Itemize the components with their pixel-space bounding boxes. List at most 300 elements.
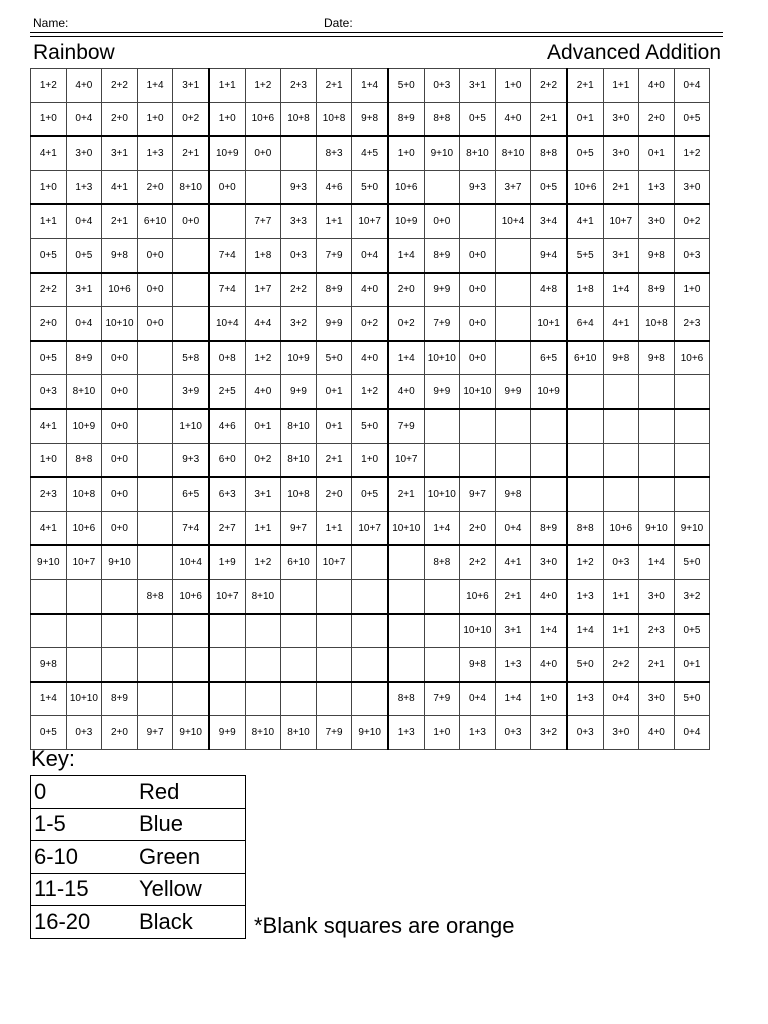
grid-cell: 7+4	[173, 511, 209, 545]
grid-cell: 0+0	[102, 443, 138, 477]
grid-cell: 0+3	[674, 238, 710, 272]
grid-cell: 8+10	[460, 136, 496, 170]
grid-cell	[495, 341, 531, 375]
grid-cell: 10+6	[567, 170, 603, 204]
grid-cell: 2+0	[460, 511, 496, 545]
grid-cell	[173, 307, 209, 341]
grid-cell	[495, 273, 531, 307]
grid-cell: 10+6	[674, 341, 710, 375]
grid-cell: 3+0	[639, 682, 675, 716]
grid-cell: 8+9	[424, 238, 460, 272]
grid-cell	[209, 648, 245, 682]
grid-cell: 3+1	[460, 69, 496, 103]
grid-cell: 8+10	[245, 716, 281, 750]
grid-cell: 4+0	[531, 579, 567, 613]
grid-cell: 0+1	[639, 136, 675, 170]
grid-cell	[460, 204, 496, 238]
grid-cell: 1+0	[531, 682, 567, 716]
grid-cell: 0+5	[31, 341, 67, 375]
grid-cell	[567, 375, 603, 409]
grid-cell	[281, 614, 317, 648]
grid-cell: 1+4	[531, 614, 567, 648]
grid-cell	[388, 579, 424, 613]
grid-cell: 0+1	[316, 375, 352, 409]
grid-cell	[495, 409, 531, 443]
grid-cell: 3+0	[674, 170, 710, 204]
grid-cell: 4+5	[352, 136, 388, 170]
grid-row	[31, 511, 710, 545]
grid-row	[31, 238, 710, 272]
grid-cell: 6+10	[281, 545, 317, 579]
grid-cell: 1+4	[137, 69, 173, 103]
grid-cell: 9+3	[281, 170, 317, 204]
grid-cell: 4+0	[495, 102, 531, 136]
grid-cell: 8+10	[245, 579, 281, 613]
grid-cell: 9+8	[603, 341, 639, 375]
grid-cell: 1+10	[173, 409, 209, 443]
name-label: Name:	[33, 16, 69, 30]
grid-cell: 3+3	[281, 204, 317, 238]
grid-row	[31, 443, 710, 477]
grid-cell: 10+10	[460, 614, 496, 648]
grid-cell: 0+0	[102, 409, 138, 443]
key-color-name: Red	[104, 776, 245, 809]
grid-cell: 9+9	[316, 307, 352, 341]
grid-cell: 0+2	[173, 102, 209, 136]
grid-cell	[66, 648, 102, 682]
grid-cell	[603, 443, 639, 477]
grid-cell: 4+8	[531, 273, 567, 307]
grid-cell: 1+4	[424, 511, 460, 545]
grid-cell: 10+10	[424, 341, 460, 375]
grid-cell: 1+4	[639, 545, 675, 579]
grid-cell	[388, 614, 424, 648]
grid-cell: 3+1	[245, 477, 281, 511]
grid-cell: 3+1	[603, 238, 639, 272]
grid-cell: 1+4	[388, 238, 424, 272]
grid-cell: 6+10	[137, 204, 173, 238]
grid-cell: 9+10	[31, 545, 67, 579]
grid-cell: 1+0	[424, 716, 460, 750]
grid-cell: 9+8	[639, 341, 675, 375]
grid-cell: 2+0	[388, 273, 424, 307]
grid-cell: 4+6	[316, 170, 352, 204]
grid-cell: 1+3	[66, 170, 102, 204]
grid-cell: 10+7	[352, 204, 388, 238]
header-line	[30, 14, 722, 34]
grid-cell: 1+2	[245, 341, 281, 375]
grid-cell: 0+3	[281, 238, 317, 272]
color-key-table	[30, 775, 246, 939]
grid-cell: 10+7	[66, 545, 102, 579]
grid-cell	[102, 648, 138, 682]
grid-cell: 9+10	[424, 136, 460, 170]
grid-cell: 4+1	[31, 511, 67, 545]
grid-cell	[495, 238, 531, 272]
grid-cell	[173, 682, 209, 716]
grid-cell	[388, 648, 424, 682]
grid-cell	[531, 409, 567, 443]
grid-cell: 0+0	[102, 511, 138, 545]
grid-cell: 9+9	[424, 273, 460, 307]
grid-cell: 10+6	[388, 170, 424, 204]
grid-cell: 1+2	[567, 545, 603, 579]
grid-cell: 2+1	[316, 69, 352, 103]
grid-cell: 4+1	[31, 136, 67, 170]
grid-cell: 2+3	[639, 614, 675, 648]
grid-cell: 3+2	[281, 307, 317, 341]
grid-cell: 1+0	[495, 69, 531, 103]
key-color-name: Yellow	[104, 873, 245, 906]
grid-cell: 10+6	[173, 579, 209, 613]
key-row	[31, 808, 246, 841]
grid-row	[31, 579, 710, 613]
grid-row	[31, 716, 710, 750]
grid-cell: 0+5	[674, 102, 710, 136]
grid-cell	[388, 545, 424, 579]
grid-cell	[531, 443, 567, 477]
grid-cell: 5+0	[352, 409, 388, 443]
grid-cell: 4+0	[639, 716, 675, 750]
key-range: 16-20	[31, 906, 105, 939]
grid-cell: 2+2	[31, 273, 67, 307]
grid-cell	[639, 443, 675, 477]
grid-cell: 0+4	[495, 511, 531, 545]
grid-cell: 6+0	[209, 443, 245, 477]
grid-cell: 4+1	[102, 170, 138, 204]
grid-cell: 9+7	[281, 511, 317, 545]
grid-cell	[245, 682, 281, 716]
grid-cell: 2+3	[674, 307, 710, 341]
grid-cell	[674, 443, 710, 477]
grid-cell: 10+6	[66, 511, 102, 545]
grid-cell: 10+6	[460, 579, 496, 613]
grid-cell: 1+3	[495, 648, 531, 682]
grid-cell	[531, 477, 567, 511]
grid-cell: 0+4	[674, 69, 710, 103]
grid-cell	[137, 682, 173, 716]
grid-cell: 8+10	[495, 136, 531, 170]
grid-cell	[209, 204, 245, 238]
grid-cell	[495, 307, 531, 341]
grid-cell: 0+5	[31, 716, 67, 750]
grid-cell: 0+0	[137, 307, 173, 341]
grid-cell: 10+10	[424, 477, 460, 511]
grid-cell: 8+9	[66, 341, 102, 375]
grid-cell: 8+9	[316, 273, 352, 307]
grid-cell: 0+2	[245, 443, 281, 477]
grid-cell: 0+5	[674, 614, 710, 648]
grid-cell: 4+1	[31, 409, 67, 443]
grid-cell: 9+10	[102, 545, 138, 579]
grid-cell	[137, 341, 173, 375]
grid-row	[31, 69, 710, 103]
grid-cell	[603, 375, 639, 409]
grid-cell: 10+7	[603, 204, 639, 238]
grid-cell: 1+1	[316, 204, 352, 238]
grid-row	[31, 204, 710, 238]
grid-cell: 0+8	[209, 341, 245, 375]
grid-cell: 9+9	[281, 375, 317, 409]
grid-cell: 5+0	[674, 682, 710, 716]
grid-cell: 1+0	[209, 102, 245, 136]
key-range: 0	[31, 776, 105, 809]
grid-cell: 1+2	[352, 375, 388, 409]
grid-cell: 5+0	[674, 545, 710, 579]
grid-cell: 2+1	[567, 69, 603, 103]
grid-cell	[352, 648, 388, 682]
key-color-name: Black	[104, 906, 245, 939]
grid-row	[31, 409, 710, 443]
grid-cell: 10+7	[352, 511, 388, 545]
grid-cell: 0+1	[245, 409, 281, 443]
grid-cell: 2+1	[603, 170, 639, 204]
addition-grid	[30, 68, 710, 750]
grid-cell: 1+9	[209, 545, 245, 579]
key-title: Key:	[31, 746, 76, 771]
grid-cell: 9+8	[460, 648, 496, 682]
grid-cell	[352, 682, 388, 716]
grid-cell: 2+0	[639, 102, 675, 136]
key-range: 11-15	[31, 873, 105, 906]
grid-cell: 8+8	[567, 511, 603, 545]
grid-cell: 0+4	[66, 204, 102, 238]
grid-cell: 6+5	[531, 341, 567, 375]
grid-cell: 7+9	[316, 716, 352, 750]
grid-cell: 1+2	[245, 545, 281, 579]
grid-cell: 10+10	[388, 511, 424, 545]
grid-cell: 5+8	[173, 341, 209, 375]
grid-cell: 10+9	[281, 341, 317, 375]
grid-cell: 1+2	[245, 69, 281, 103]
grid-row	[31, 102, 710, 136]
grid-cell: 3+9	[173, 375, 209, 409]
grid-row	[31, 136, 710, 170]
grid-cell	[137, 545, 173, 579]
grid-cell: 0+0	[137, 238, 173, 272]
grid-cell: 1+0	[388, 136, 424, 170]
grid-cell: 3+2	[531, 716, 567, 750]
grid-cell: 4+0	[531, 648, 567, 682]
grid-cell: 3+1	[495, 614, 531, 648]
grid-cell: 6+4	[567, 307, 603, 341]
grid-cell: 8+10	[281, 409, 317, 443]
grid-cell: 0+0	[424, 204, 460, 238]
grid-cell: 4+1	[603, 307, 639, 341]
key-color-name: Green	[104, 841, 245, 874]
date-label: Date:	[324, 16, 353, 30]
grid-cell: 4+4	[245, 307, 281, 341]
grid-cell	[281, 682, 317, 716]
grid-cell: 0+4	[66, 307, 102, 341]
grid-cell: 10+7	[388, 443, 424, 477]
grid-cell: 8+9	[102, 682, 138, 716]
grid-cell: 5+5	[567, 238, 603, 272]
grid-cell: 0+1	[674, 648, 710, 682]
grid-cell: 10+8	[66, 477, 102, 511]
grid-cell: 0+3	[567, 716, 603, 750]
grid-cell: 0+4	[66, 102, 102, 136]
grid-cell: 3+0	[639, 579, 675, 613]
grid-cell: 7+9	[388, 409, 424, 443]
grid-row	[31, 307, 710, 341]
grid-cell: 10+10	[66, 682, 102, 716]
grid-cell: 4+1	[567, 204, 603, 238]
grid-cell: 0+3	[603, 545, 639, 579]
grid-cell: 2+1	[495, 579, 531, 613]
grid-cell	[245, 614, 281, 648]
grid-cell: 9+8	[102, 238, 138, 272]
grid-cell: 0+5	[460, 102, 496, 136]
grid-cell: 0+5	[567, 136, 603, 170]
grid-cell: 0+0	[209, 170, 245, 204]
key-row	[31, 776, 246, 809]
grid-cell	[460, 443, 496, 477]
grid-cell	[137, 648, 173, 682]
grid-row	[31, 477, 710, 511]
grid-cell: 2+0	[102, 716, 138, 750]
key-range: 1-5	[31, 808, 105, 841]
grid-cell	[424, 443, 460, 477]
grid-cell: 2+2	[460, 545, 496, 579]
grid-cell: 2+1	[639, 648, 675, 682]
grid-cell: 1+3	[567, 579, 603, 613]
grid-cell: 9+7	[460, 477, 496, 511]
grid-cell: 2+1	[102, 204, 138, 238]
grid-cell: 3+0	[603, 102, 639, 136]
grid-cell	[173, 238, 209, 272]
grid-cell: 10+9	[66, 409, 102, 443]
key-row	[31, 873, 246, 906]
grid-cell: 7+4	[209, 238, 245, 272]
grid-cell: 1+0	[674, 273, 710, 307]
grid-cell: 0+0	[137, 273, 173, 307]
grid-cell	[639, 375, 675, 409]
grid-cell: 10+1	[531, 307, 567, 341]
grid-cell: 4+0	[245, 375, 281, 409]
grid-cell: 2+0	[137, 170, 173, 204]
grid-cell	[209, 614, 245, 648]
grid-cell	[567, 443, 603, 477]
grid-cell: 4+0	[352, 273, 388, 307]
key-note: *Blank squares are orange	[254, 913, 515, 938]
grid-cell	[31, 614, 67, 648]
grid-cell: 1+2	[31, 69, 67, 103]
grid-cell	[102, 579, 138, 613]
grid-cell: 1+4	[495, 682, 531, 716]
grid-cell	[639, 409, 675, 443]
grid-cell: 10+10	[460, 375, 496, 409]
grid-cell: 0+0	[245, 136, 281, 170]
grid-cell: 0+4	[603, 682, 639, 716]
grid-cell	[102, 614, 138, 648]
grid-cell: 9+8	[495, 477, 531, 511]
grid-cell: 10+9	[388, 204, 424, 238]
grid-cell: 1+3	[460, 716, 496, 750]
grid-cell	[460, 409, 496, 443]
grid-cell: 7+7	[245, 204, 281, 238]
grid-cell	[173, 648, 209, 682]
key-row	[31, 841, 246, 874]
header-rule	[30, 32, 723, 33]
grid-cell: 8+10	[281, 443, 317, 477]
grid-cell	[424, 648, 460, 682]
grid-cell: 2+1	[388, 477, 424, 511]
grid-cell: 10+7	[316, 545, 352, 579]
grid-cell: 10+8	[316, 102, 352, 136]
grid-cell: 8+10	[281, 716, 317, 750]
grid-cell	[316, 579, 352, 613]
grid-cell: 1+3	[388, 716, 424, 750]
key-row	[31, 906, 246, 939]
grid-cell	[424, 579, 460, 613]
page-subtitle: Advanced Addition	[547, 41, 721, 64]
grid-cell	[352, 545, 388, 579]
grid-cell: 9+3	[460, 170, 496, 204]
grid-cell: 4+0	[388, 375, 424, 409]
header-rule-double	[30, 36, 723, 37]
grid-cell: 1+1	[209, 69, 245, 103]
grid-cell: 0+1	[567, 102, 603, 136]
grid-cell: 1+4	[603, 273, 639, 307]
grid-cell	[281, 648, 317, 682]
grid-cell	[674, 375, 710, 409]
grid-cell: 9+10	[639, 511, 675, 545]
grid-cell: 1+1	[603, 579, 639, 613]
grid-cell: 1+4	[388, 341, 424, 375]
grid-cell	[209, 682, 245, 716]
grid-cell: 8+3	[316, 136, 352, 170]
grid-cell: 1+1	[603, 69, 639, 103]
grid-cell: 3+2	[674, 579, 710, 613]
grid-cell: 0+0	[102, 477, 138, 511]
grid-cell: 1+1	[603, 614, 639, 648]
grid-cell: 2+2	[531, 69, 567, 103]
grid-cell	[567, 477, 603, 511]
grid-cell	[173, 273, 209, 307]
grid-cell	[281, 579, 317, 613]
grid-cell	[137, 443, 173, 477]
grid-cell	[424, 409, 460, 443]
grid-cell: 5+0	[316, 341, 352, 375]
grid-cell: 2+7	[209, 511, 245, 545]
grid-cell: 9+8	[352, 102, 388, 136]
grid-cell: 3+1	[102, 136, 138, 170]
grid-cell: 1+0	[31, 170, 67, 204]
grid-cell: 9+8	[639, 238, 675, 272]
grid-cell: 10+7	[209, 579, 245, 613]
grid-cell: 9+9	[424, 375, 460, 409]
grid-cell: 1+4	[352, 69, 388, 103]
grid-cell: 9+7	[137, 716, 173, 750]
grid-cell: 9+9	[495, 375, 531, 409]
grid-cell: 0+3	[31, 375, 67, 409]
grid-cell: 0+5	[531, 170, 567, 204]
grid-cell: 0+3	[66, 716, 102, 750]
grid-cell: 5+0	[352, 170, 388, 204]
grid-cell: 2+3	[281, 69, 317, 103]
grid-cell	[137, 375, 173, 409]
grid-cell	[66, 579, 102, 613]
grid-cell: 7+9	[424, 307, 460, 341]
grid-cell: 10+6	[245, 102, 281, 136]
grid-cell: 4+1	[495, 545, 531, 579]
grid-cell	[137, 477, 173, 511]
grid-cell: 10+9	[531, 375, 567, 409]
grid-cell: 0+0	[460, 273, 496, 307]
grid-cell: 10+8	[281, 102, 317, 136]
grid-cell: 8+10	[66, 375, 102, 409]
